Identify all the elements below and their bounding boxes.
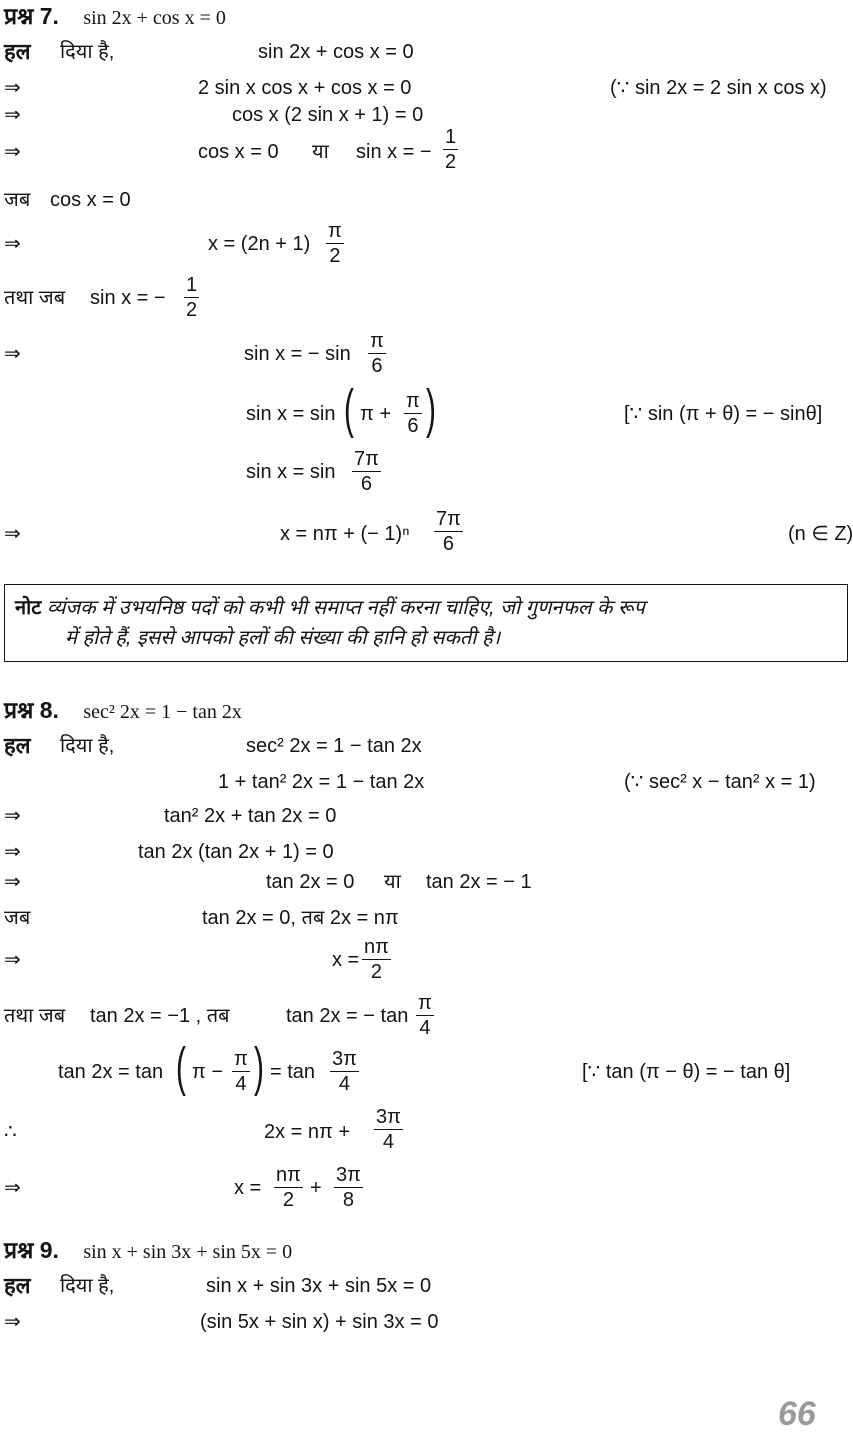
- q7-line-9-inner: π +: [360, 403, 392, 425]
- implies-symbol: ⇒: [4, 949, 21, 971]
- numerator: 3π: [332, 1048, 357, 1070]
- q8-line-4: tan 2x (tan 2x + 1) = 0: [138, 841, 334, 863]
- left-parenthesis: (: [176, 1037, 186, 1097]
- given-label: दिया है,: [60, 735, 115, 757]
- also-when-word: तथा जब: [4, 287, 66, 309]
- implies-symbol: ⇒: [4, 805, 21, 827]
- q8-line-3: tan² 2x + tan 2x = 0: [164, 805, 337, 827]
- q8-line-9-inner: π −: [192, 1061, 224, 1083]
- q7-line-4b: sin x = −: [356, 141, 432, 163]
- q7-line-3: cos x (2 sin x + 1) = 0: [232, 104, 424, 126]
- fraction-npi-over-2: [274, 1164, 303, 1211]
- denominator: 6: [442, 533, 455, 555]
- denominator: 6: [407, 415, 419, 437]
- note-label: नोट: [15, 597, 42, 619]
- right-parenthesis: ): [426, 379, 436, 439]
- question-7-equation: sin 2x + cos x = 0: [83, 7, 226, 29]
- question-8-heading: [4, 698, 242, 724]
- note-line-1: [15, 595, 645, 621]
- or-word: या: [384, 871, 401, 893]
- q7-line-1: sin 2x + cos x = 0: [258, 41, 414, 63]
- when-word: जब: [4, 189, 31, 211]
- note-text-2: में होते हैं, इससे आपको हलों की संख्या की हानि हो सकती है।: [65, 627, 501, 649]
- implies-symbol: ⇒: [4, 1311, 21, 1333]
- or-word: या: [312, 141, 329, 163]
- fraction-pi-over-4: [232, 1048, 250, 1095]
- solution-label: हल: [4, 39, 31, 64]
- q7-line-2: 2 sin x cos x + cos x = 0: [198, 77, 412, 99]
- implies-symbol: ⇒: [4, 141, 21, 163]
- q8-line-10: 2x = nπ +: [264, 1121, 351, 1143]
- q7-line-7: sin x = −: [90, 287, 166, 309]
- numerator: 1: [445, 126, 457, 148]
- given-label: दिया है,: [60, 41, 115, 63]
- implies-symbol: ⇒: [4, 841, 21, 863]
- q8-line-7: x =: [332, 949, 360, 971]
- implies-symbol: ⇒: [4, 523, 21, 545]
- question-8-title: प्रश्न 8.: [4, 697, 59, 723]
- right-parenthesis: ): [254, 1037, 264, 1097]
- numerator: 7π: [354, 448, 379, 470]
- numerator: π: [406, 390, 420, 412]
- q7-line-6: x = (2n + 1): [208, 233, 311, 255]
- question-7-title: प्रश्न 7.: [4, 3, 59, 29]
- denominator: 2: [329, 245, 341, 267]
- q9-line-1: sin x + sin 3x + sin 5x = 0: [206, 1275, 432, 1297]
- denominator: 4: [338, 1073, 351, 1095]
- q8-line-1: sec² 2x = 1 − tan 2x: [246, 735, 422, 757]
- denominator: 6: [371, 355, 383, 377]
- q8-line-8b: tan 2x = − tan: [286, 1005, 409, 1027]
- page-number: 66: [778, 1395, 816, 1433]
- q9-line-2: (sin 5x + sin x) + sin 3x = 0: [200, 1311, 439, 1333]
- denominator: 2: [445, 151, 457, 173]
- q8-line-2-reason: (∵ sec² x − tan² x = 1): [624, 771, 816, 793]
- q8-line-8a: tan 2x = −1 , तब: [90, 1005, 230, 1027]
- plus-sign: +: [310, 1177, 322, 1199]
- numerator: 7π: [436, 508, 461, 530]
- when-word: जब: [4, 907, 31, 929]
- numerator: π: [328, 220, 342, 242]
- denominator: 4: [235, 1073, 247, 1095]
- q8-line-11: x =: [234, 1177, 262, 1199]
- given-label: दिया है,: [60, 1275, 115, 1297]
- numerator: π: [370, 330, 384, 352]
- q8-line-9b: = tan: [270, 1061, 316, 1083]
- denominator: 8: [342, 1189, 355, 1211]
- fraction-3pi-over-4: [374, 1106, 403, 1153]
- q8-line-9a: tan 2x = tan: [58, 1061, 164, 1083]
- fraction-one-half: [443, 126, 458, 173]
- note-text-1: व्यंजक में उभयनिष्ठ पदों को कभी भी समाप्त नहीं करना चाहिए, जो गुणनफल के रूप: [46, 597, 645, 619]
- q7-line-9-reason: [∵ sin (π + θ) = − sinθ]: [624, 403, 823, 425]
- implies-symbol: ⇒: [4, 233, 21, 255]
- q7-line-11-reason: (n ∈ Z): [788, 523, 853, 545]
- q7-line-8: sin x = − sin: [244, 343, 351, 365]
- numerator: 3π: [376, 1106, 401, 1128]
- implies-symbol: ⇒: [4, 343, 21, 365]
- question-8-equation: sec² 2x = 1 − tan 2x: [83, 701, 242, 723]
- note-box: [4, 584, 848, 662]
- fraction-3pi-over-4: [330, 1048, 359, 1095]
- denominator: 6: [360, 473, 373, 495]
- therefore-symbol: ∴: [4, 1121, 17, 1143]
- numerator: 1: [186, 274, 198, 296]
- fraction-pi-over-4: [416, 992, 434, 1039]
- question-9-heading: [4, 1238, 292, 1264]
- q8-line-6: tan 2x = 0, तब 2x = nπ: [202, 907, 399, 929]
- q7-line-10: sin x = sin: [246, 461, 336, 483]
- fraction-pi-over-2: [326, 220, 344, 267]
- numerator: 3π: [336, 1164, 361, 1186]
- denominator: 2: [370, 961, 383, 983]
- fraction-pi-over-6: [368, 330, 386, 377]
- numerator: nπ: [364, 936, 389, 958]
- q8-line-5b: tan 2x = − 1: [426, 871, 532, 893]
- fraction-7pi-over-6: [352, 448, 381, 495]
- implies-symbol: ⇒: [4, 1177, 21, 1199]
- q7-line-11: x = nπ + (− 1)ⁿ: [280, 523, 410, 545]
- question-9-equation: sin x + sin 3x + sin 5x = 0: [83, 1241, 293, 1263]
- implies-symbol: ⇒: [4, 871, 21, 893]
- fraction-npi-over-2: [362, 936, 391, 983]
- denominator: 2: [282, 1189, 295, 1211]
- fraction-7pi-over-6: [434, 508, 463, 555]
- numerator: π: [418, 992, 432, 1014]
- q7-line-2-reason: (∵ sin 2x = 2 sin x cos x): [610, 77, 827, 99]
- implies-symbol: ⇒: [4, 77, 21, 99]
- also-when-word: तथा जब: [4, 1005, 66, 1027]
- fraction-3pi-over-8: [334, 1164, 363, 1211]
- q7-line-4a: cos x = 0: [198, 141, 279, 163]
- q8-line-5a: tan 2x = 0: [266, 871, 355, 893]
- denominator: 2: [186, 299, 198, 321]
- solution-label: हल: [4, 1273, 31, 1298]
- denominator: 4: [419, 1017, 431, 1039]
- numerator: π: [234, 1048, 248, 1070]
- fraction-one-half: [184, 274, 199, 321]
- q7-line-5: cos x = 0: [50, 189, 131, 211]
- left-parenthesis: (: [344, 379, 354, 439]
- solution-label: हल: [4, 733, 31, 758]
- denominator: 4: [382, 1131, 395, 1153]
- question-9-title: प्रश्न 9.: [4, 1237, 59, 1263]
- question-7-heading: [4, 4, 226, 30]
- numerator: nπ: [276, 1164, 301, 1186]
- q8-line-2: 1 + tan² 2x = 1 − tan 2x: [218, 771, 425, 793]
- implies-symbol: ⇒: [4, 104, 21, 126]
- fraction-pi-over-6: [404, 390, 422, 437]
- q7-line-9: sin x = sin: [246, 403, 336, 425]
- q8-line-9-reason: [∵ tan (π − θ) = − tan θ]: [582, 1061, 791, 1083]
